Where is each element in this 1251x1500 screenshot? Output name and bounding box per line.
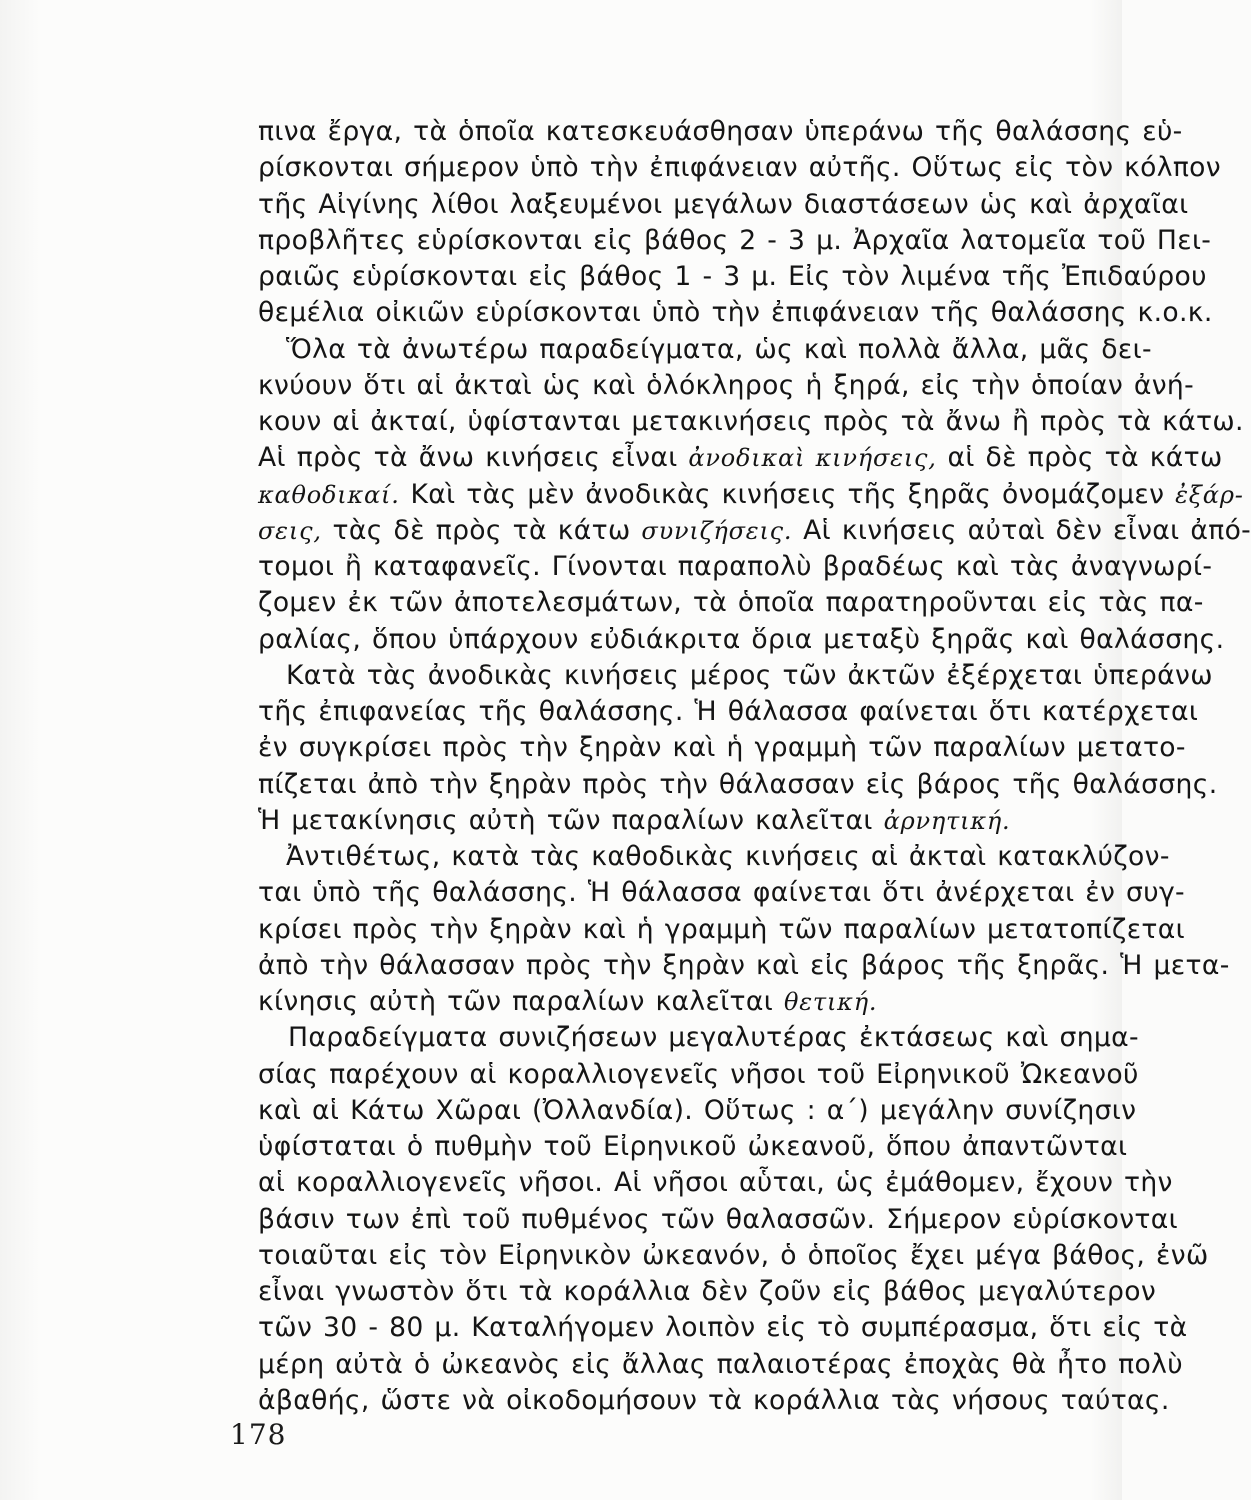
text-run: ὑφίσταται ὁ πυθμὴν τοῦ Εἰρηνικοῦ ὠκεανοῦ, ὅπου ἀπαντῶνται	[258, 1131, 1128, 1162]
text-line	[258, 477, 1244, 513]
text-line	[258, 585, 1204, 621]
text-run: ται ὑπὸ τῆς θαλάσσης. Ἡ θάλασσα φαίνεται ὅτι ἀνέρχεται ἐν συγ-	[258, 877, 1185, 909]
text-line	[258, 187, 1189, 223]
text-run: τῆς Αἰγίνης λίθοι λαξευμένοι μεγάλων διαστάσεων ὡς καὶ ἀρχαῖαι	[258, 188, 1189, 220]
italic-term: ἀρνητική.	[883, 806, 1011, 835]
text-line	[258, 912, 1186, 948]
italic-term: καθοδικαί.	[258, 480, 400, 509]
text-run: κίνησις αὐτὴ τῶν παραλίων καλεῖται	[258, 986, 784, 1017]
italic-term: συνιζήσεις.	[641, 516, 793, 545]
text-line	[258, 150, 1222, 186]
text-line	[258, 223, 1212, 259]
text-line	[258, 767, 1218, 803]
text-line	[258, 875, 1185, 911]
text-run: Αἱ πρὸς τὰ ἄνω κινήσεις εἶναι	[258, 442, 689, 474]
text-run: Ἡ μετακίνησις αὐτὴ τῶν παραλίων καλεῖται	[258, 804, 884, 836]
text-run: τῆς ἐπιφανείας τῆς θαλάσσης. Ἡ θάλασσα φαίνεται ὅτι κατέρχεται	[258, 696, 1199, 727]
text-run: τοιαῦται εἰς τὸν Εἰρηνικὸν ὠκεανόν, ὁ ὁποῖος ἔχει μέγα βάθος, ἐνῶ	[258, 1239, 1209, 1271]
text-line	[258, 658, 1213, 694]
text-line	[258, 1057, 1139, 1093]
text-line	[258, 259, 1207, 295]
text-line	[258, 513, 1251, 549]
italic-term: ἐξάρ-	[1175, 480, 1244, 509]
text-line	[258, 114, 1183, 150]
text-line	[258, 694, 1199, 730]
text-line	[258, 1129, 1128, 1165]
text-line	[258, 1238, 1209, 1274]
text-run: Ὅλα τὰ ἀνωτέρω παραδείγματα, ὡς καὶ πολλὰ ἄλλα, μᾶς δει-	[286, 333, 1152, 365]
text-run: προβλῆτες εὑρίσκονται εἰς βάθος 2 - 3 μ. Ἀρχαῖα λατομεῖα τοῦ Πει-	[258, 224, 1212, 256]
page-number: 178	[230, 1418, 287, 1451]
text-run: Ἀντιθέτως, κατὰ τὰς καθοδικὰς κινήσεις αἱ ἀκταὶ κατακλύζον-	[286, 841, 1170, 872]
text-line	[258, 730, 1186, 766]
text-run: ἐν συγκρίσει πρὸς τὴν ξηρὰν καὶ ἡ γραμμὴ τῶν παραλίων μετατο-	[258, 732, 1186, 764]
text-run: καὶ αἱ Κάτω Χῶραι (Ὀλλανδία). Οὕτως : α΄) μεγάλην συνίζησιν	[258, 1094, 1137, 1126]
body-text	[258, 114, 1251, 1419]
text-run: αἱ δὲ πρὸς τὰ κάτω	[936, 442, 1223, 474]
text-line	[258, 803, 1094, 839]
text-line	[258, 1274, 1157, 1310]
text-run: ζομεν ἐκ τῶν ἀποτελεσμάτων, τὰ ὁποῖα παρατηροῦνται εἰς τὰς πα-	[258, 587, 1204, 619]
text-run: κουν αἱ ἀκταί, ὑφίστανται μετακινήσεις πρὸς τὰ ἄνω ἢ πρὸς τὰ κάτω.	[258, 406, 1244, 437]
text-run: εἶναι γνωστὸν ὅτι τὰ κοράλλια δὲν ζοῦν εἰς βάθος μεγαλύτερον	[258, 1276, 1157, 1307]
text-line	[258, 622, 1225, 658]
text-line	[258, 368, 1195, 404]
text-run: πίζεται ἀπὸ τὴν ξηρὰν πρὸς τὴν θάλασσαν εἰς βάρος τῆς θαλάσσης.	[258, 768, 1218, 800]
text-run: τομοι ἢ καταφανεῖς. Γίνονται παραπολὺ βραδέως καὶ τὰς ἀναγνωρί-	[258, 551, 1213, 582]
text-run: ραιῶς εὑρίσκονται εἰς βάθος 1 - 3 μ. Εἰς τὸν λιμένα τῆς Ἐπιδαύρου	[258, 261, 1207, 292]
text-run: ἀπὸ τὴν θάλασσαν πρὸς τὴν ξηρὰν καὶ εἰς βάρος τῆς ξηρᾶς. Ἡ μετα-	[258, 949, 1230, 981]
italic-term: θετική.	[783, 988, 878, 1016]
text-line	[258, 1383, 1170, 1419]
text-run: κρίσει πρὸς τὴν ξηρὰν καὶ ἡ γραμμὴ τῶν παραλίων μετατοπίζεται	[258, 913, 1186, 945]
text-line	[258, 295, 1213, 331]
text-line	[258, 1347, 1183, 1383]
italic-term: σεις,	[258, 516, 322, 545]
text-run: πινα ἔργα, τὰ ὁποῖα κατεσκευάσθησαν ὑπεράνω τῆς θαλάσσης εὑ-	[258, 116, 1183, 147]
text-run: Κατὰ τὰς ἀνοδικὰς κινήσεις μέρος τῶν ἀκτῶν ἐξέρχεται ὑπεράνω	[286, 659, 1213, 691]
text-line	[258, 1165, 1173, 1201]
text-run: κνύουν ὅτι αἱ ἀκταὶ ὡς καὶ ὁλόκληρος ἡ ξηρά, εἰς τὴν ὁποίαν ἀνή-	[258, 369, 1195, 401]
text-line	[258, 1310, 1188, 1346]
text-run: ἀβαθής, ὥστε νὰ οἰκοδομήσουν τὰ κοράλλια τὰς νήσους ταύτας.	[258, 1384, 1170, 1416]
text-line	[258, 1202, 1179, 1238]
text-run: θεμέλια οἰκιῶν εὑρίσκονται ὑπὸ τὴν ἐπιφάνειαν τῆς θαλάσσης κ.ο.κ.	[258, 297, 1213, 329]
text-line	[258, 1020, 1139, 1056]
text-run: μέρη αὐτὰ ὁ ὠκεανὸς εἰς ἄλλας παλαιοτέρας ἐποχὰς θὰ ἦτο πολὺ	[258, 1348, 1183, 1380]
text-line	[258, 948, 1230, 984]
italic-term: ἀνοδικαὶ κινήσεις,	[688, 444, 937, 473]
text-line	[258, 839, 1170, 875]
text-line	[258, 1093, 1137, 1129]
text-run: βάσιν των ἐπὶ τοῦ πυθμένος τῶν θαλασσῶν. Σήμερον εὑρίσκονται	[258, 1203, 1179, 1235]
text-run: Αἱ κινήσεις αὐταὶ δὲν εἶναι ἀπό-	[792, 514, 1251, 546]
text-run: τῶν 30 - 80 μ. Καταλήγομεν λοιπὸν εἰς τὸ συμπέρασμα, ὅτι εἰς τὰ	[258, 1312, 1188, 1344]
text-run: σίας παρέχουν αἱ κοραλλιογενεῖς νῆσοι τοῦ Εἰρηνικοῦ Ὠκεανοῦ	[258, 1058, 1139, 1090]
text-line	[258, 984, 1094, 1020]
text-line	[258, 332, 1152, 368]
text-line	[258, 440, 1223, 476]
text-run: αἱ κοραλλιογενεῖς νῆσοι. Αἱ νῆσοι αὗται, ὡς ἐμάθομεν, ἔχουν τὴν	[258, 1167, 1173, 1199]
text-line	[258, 404, 1244, 440]
text-run: Καὶ τὰς μὲν ἀνοδικὰς κινήσεις τῆς ξηρᾶς ὀνομάζομεν	[399, 478, 1176, 510]
text-run: τὰς δὲ πρὸς τὰ κάτω	[321, 514, 642, 546]
text-line	[258, 549, 1213, 585]
text-run: Παραδείγματα συνιζήσεων μεγαλυτέρας ἐκτάσεως καὶ σημα-	[288, 1022, 1139, 1054]
text-run: ραλίας, ὅπου ὑπάρχουν εὐδιάκριτα ὅρια μεταξὺ ξηρᾶς καὶ θαλάσσης.	[258, 623, 1225, 655]
text-run: ρίσκονται σήμερον ὑπὸ τὴν ἐπιφάνειαν αὐτῆς. Οὕτως εἰς τὸν κόλπον	[258, 152, 1222, 184]
